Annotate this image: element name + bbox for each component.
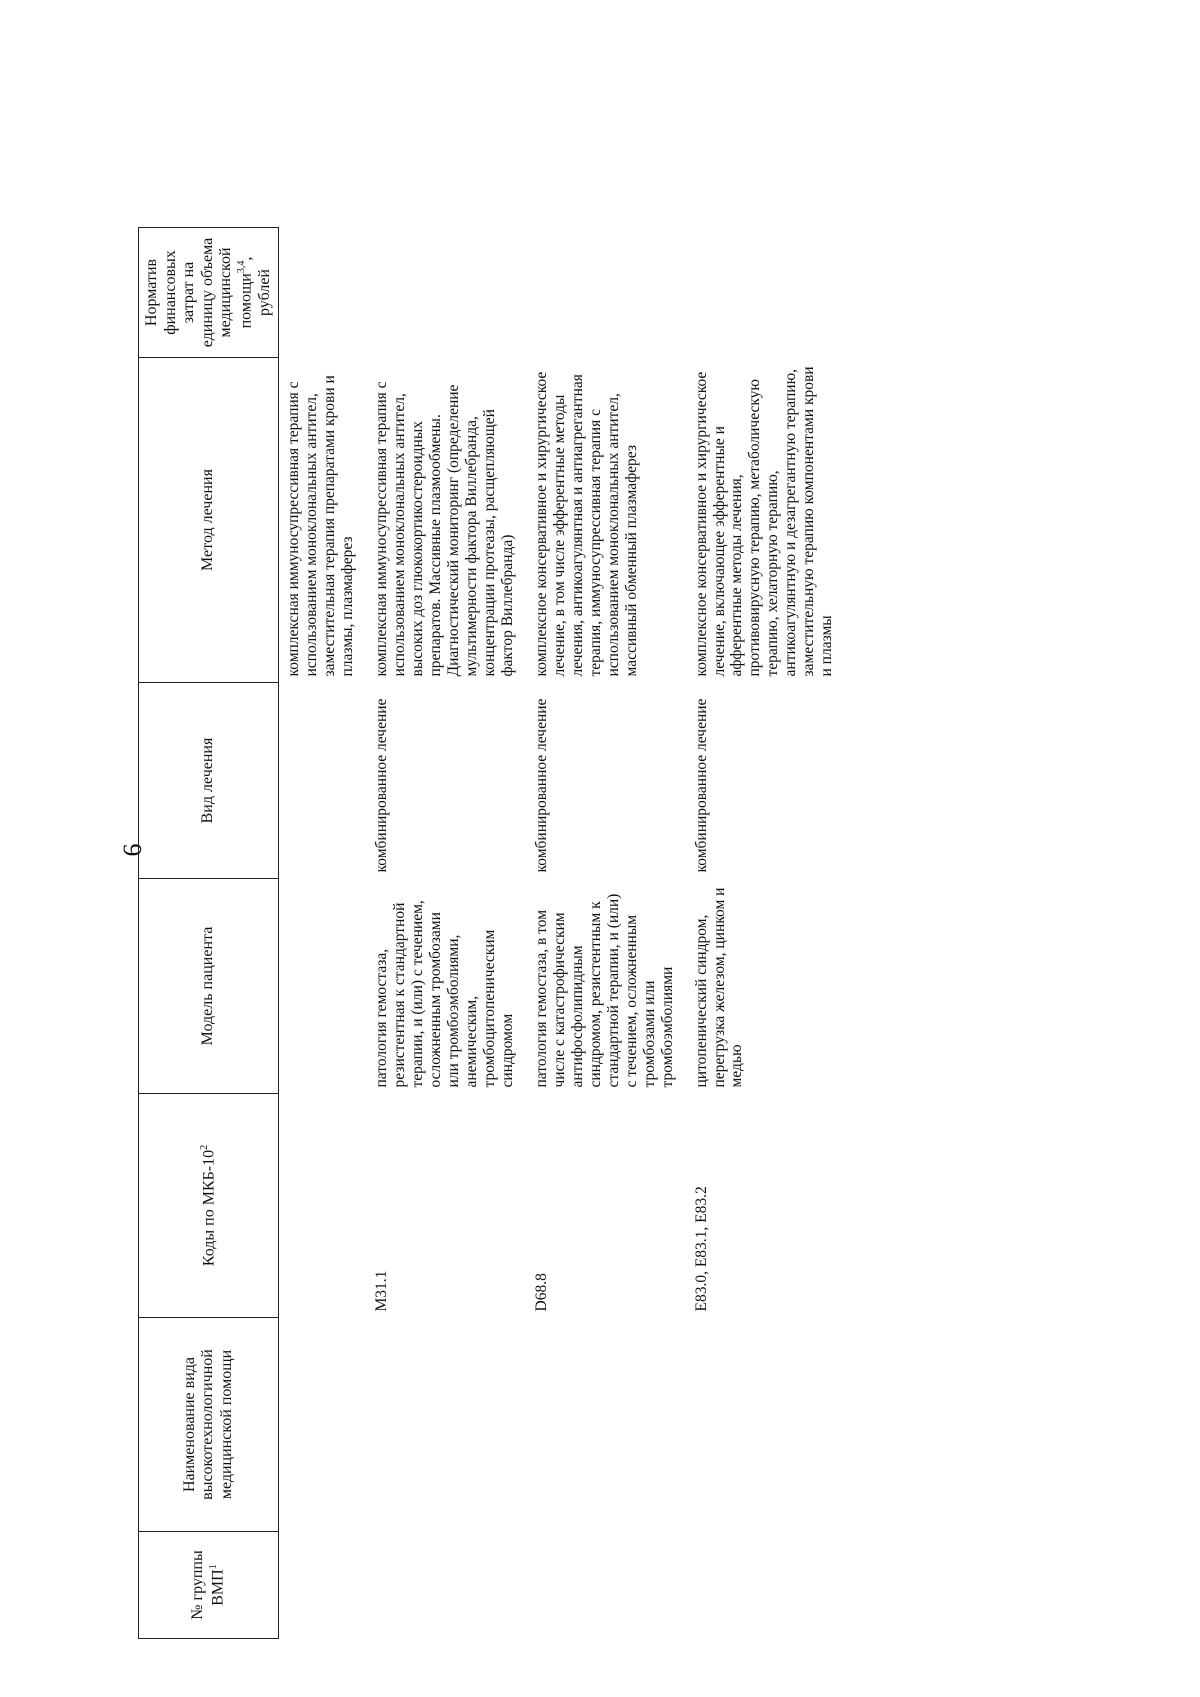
cell-codes: E83.0, E83.1, E83.2	[692, 1186, 710, 1312]
header-method: Метод лечения	[139, 358, 279, 683]
cell-group	[357, 1532, 517, 1639]
cell-model: патология гемостаза, резистентная к стандартной терапии, и (или) с течением, осложненным тромбозами или тромбоэмболиями, анемическим, тромбоцитопеническим синдромом	[373, 900, 516, 1088]
cell-model	[279, 879, 357, 1094]
hitech-care-table	[138, 227, 836, 1639]
cell-name	[677, 1318, 837, 1532]
cell-name	[517, 1318, 677, 1532]
table-row	[677, 228, 837, 1639]
table-row	[279, 228, 357, 1639]
header-codes: Коды по МКБ-$10^2$	[139, 1094, 279, 1318]
cell-name	[357, 1318, 517, 1532]
cell-type: комбинированное лечение	[692, 698, 710, 873]
header-treatment-type: Вид лечения	[139, 683, 279, 879]
cell-method: комплексная иммуносупрессивная терапия с использованием моноклональных антител, высоких доз глюкокортикостероидных препаратов. Массивные плазмообмены. Диагностический мониторинг (определение мультимерности фактора Виллебранда, концентрации протеазы, расщепляющей фактор Виллебранда)	[373, 381, 516, 677]
header-group-no: № группы ВМП$^1$	[139, 1532, 279, 1639]
table-row	[357, 228, 517, 1639]
cell-method: комплексная иммуносупрессивная терапия с использованием моноклональных антител, заместительная терапия препаратами крови и плазмы, плазмаферез	[285, 375, 357, 677]
cell-norm	[357, 228, 517, 358]
cell-codes: D68.8	[532, 1273, 550, 1312]
cell-model: цитопенический синдром, перегрузка железом, цинком и медью	[692, 887, 746, 1088]
cell-codes	[279, 1094, 357, 1318]
cell-type: комбинированное лечение	[373, 698, 391, 873]
cell-group	[677, 1532, 837, 1639]
page-number: 6	[118, 843, 147, 857]
cell-type	[279, 683, 357, 879]
cell-norm	[677, 228, 837, 358]
cell-norm	[517, 228, 677, 358]
cell-type: комбинированное лечение	[532, 698, 550, 873]
cell-model: патология гемостаза, в том числе с катастрофическим антифосфолипидным синдромом, резистентным к стандартной терапии, и (или) с течением, осложненным тромбозами или тромбоэмболиями	[532, 893, 676, 1088]
cell-method: комплексное консервативное и хирургическое лечение, в том числе эфферентные методы лечения, антикоагулянтная и антиагрегантная терапия, иммуносупрессивная терапия с использованием моноклональных антител, массивный обменный плазмаферез	[532, 371, 640, 677]
header-model: Модель пациента	[139, 879, 279, 1094]
cell-method: комплексное консервативное и хирургическое лечение, включающее эфферентные и афферентные методы лечения, противовирусную терапию, метаболическую терапию, хелаторную терапию, антикоагулянтную и дезагрегантную терапию, заместительную терапию компонентами крови и плазмы	[692, 366, 836, 677]
table-row	[517, 228, 677, 1639]
header-norm: Норматив финансовых затрат на единицу объема медицинской помощи$^{3,4}$, рублей	[139, 228, 279, 358]
cell-group	[279, 1532, 357, 1639]
cell-norm	[279, 228, 357, 358]
cell-group	[517, 1532, 677, 1639]
header-name: Наименование вида высокотехнологичной медицинской помощи	[139, 1318, 279, 1532]
cell-name	[279, 1318, 357, 1532]
header-row	[139, 228, 279, 1639]
cell-codes: M31.1	[373, 1270, 391, 1312]
